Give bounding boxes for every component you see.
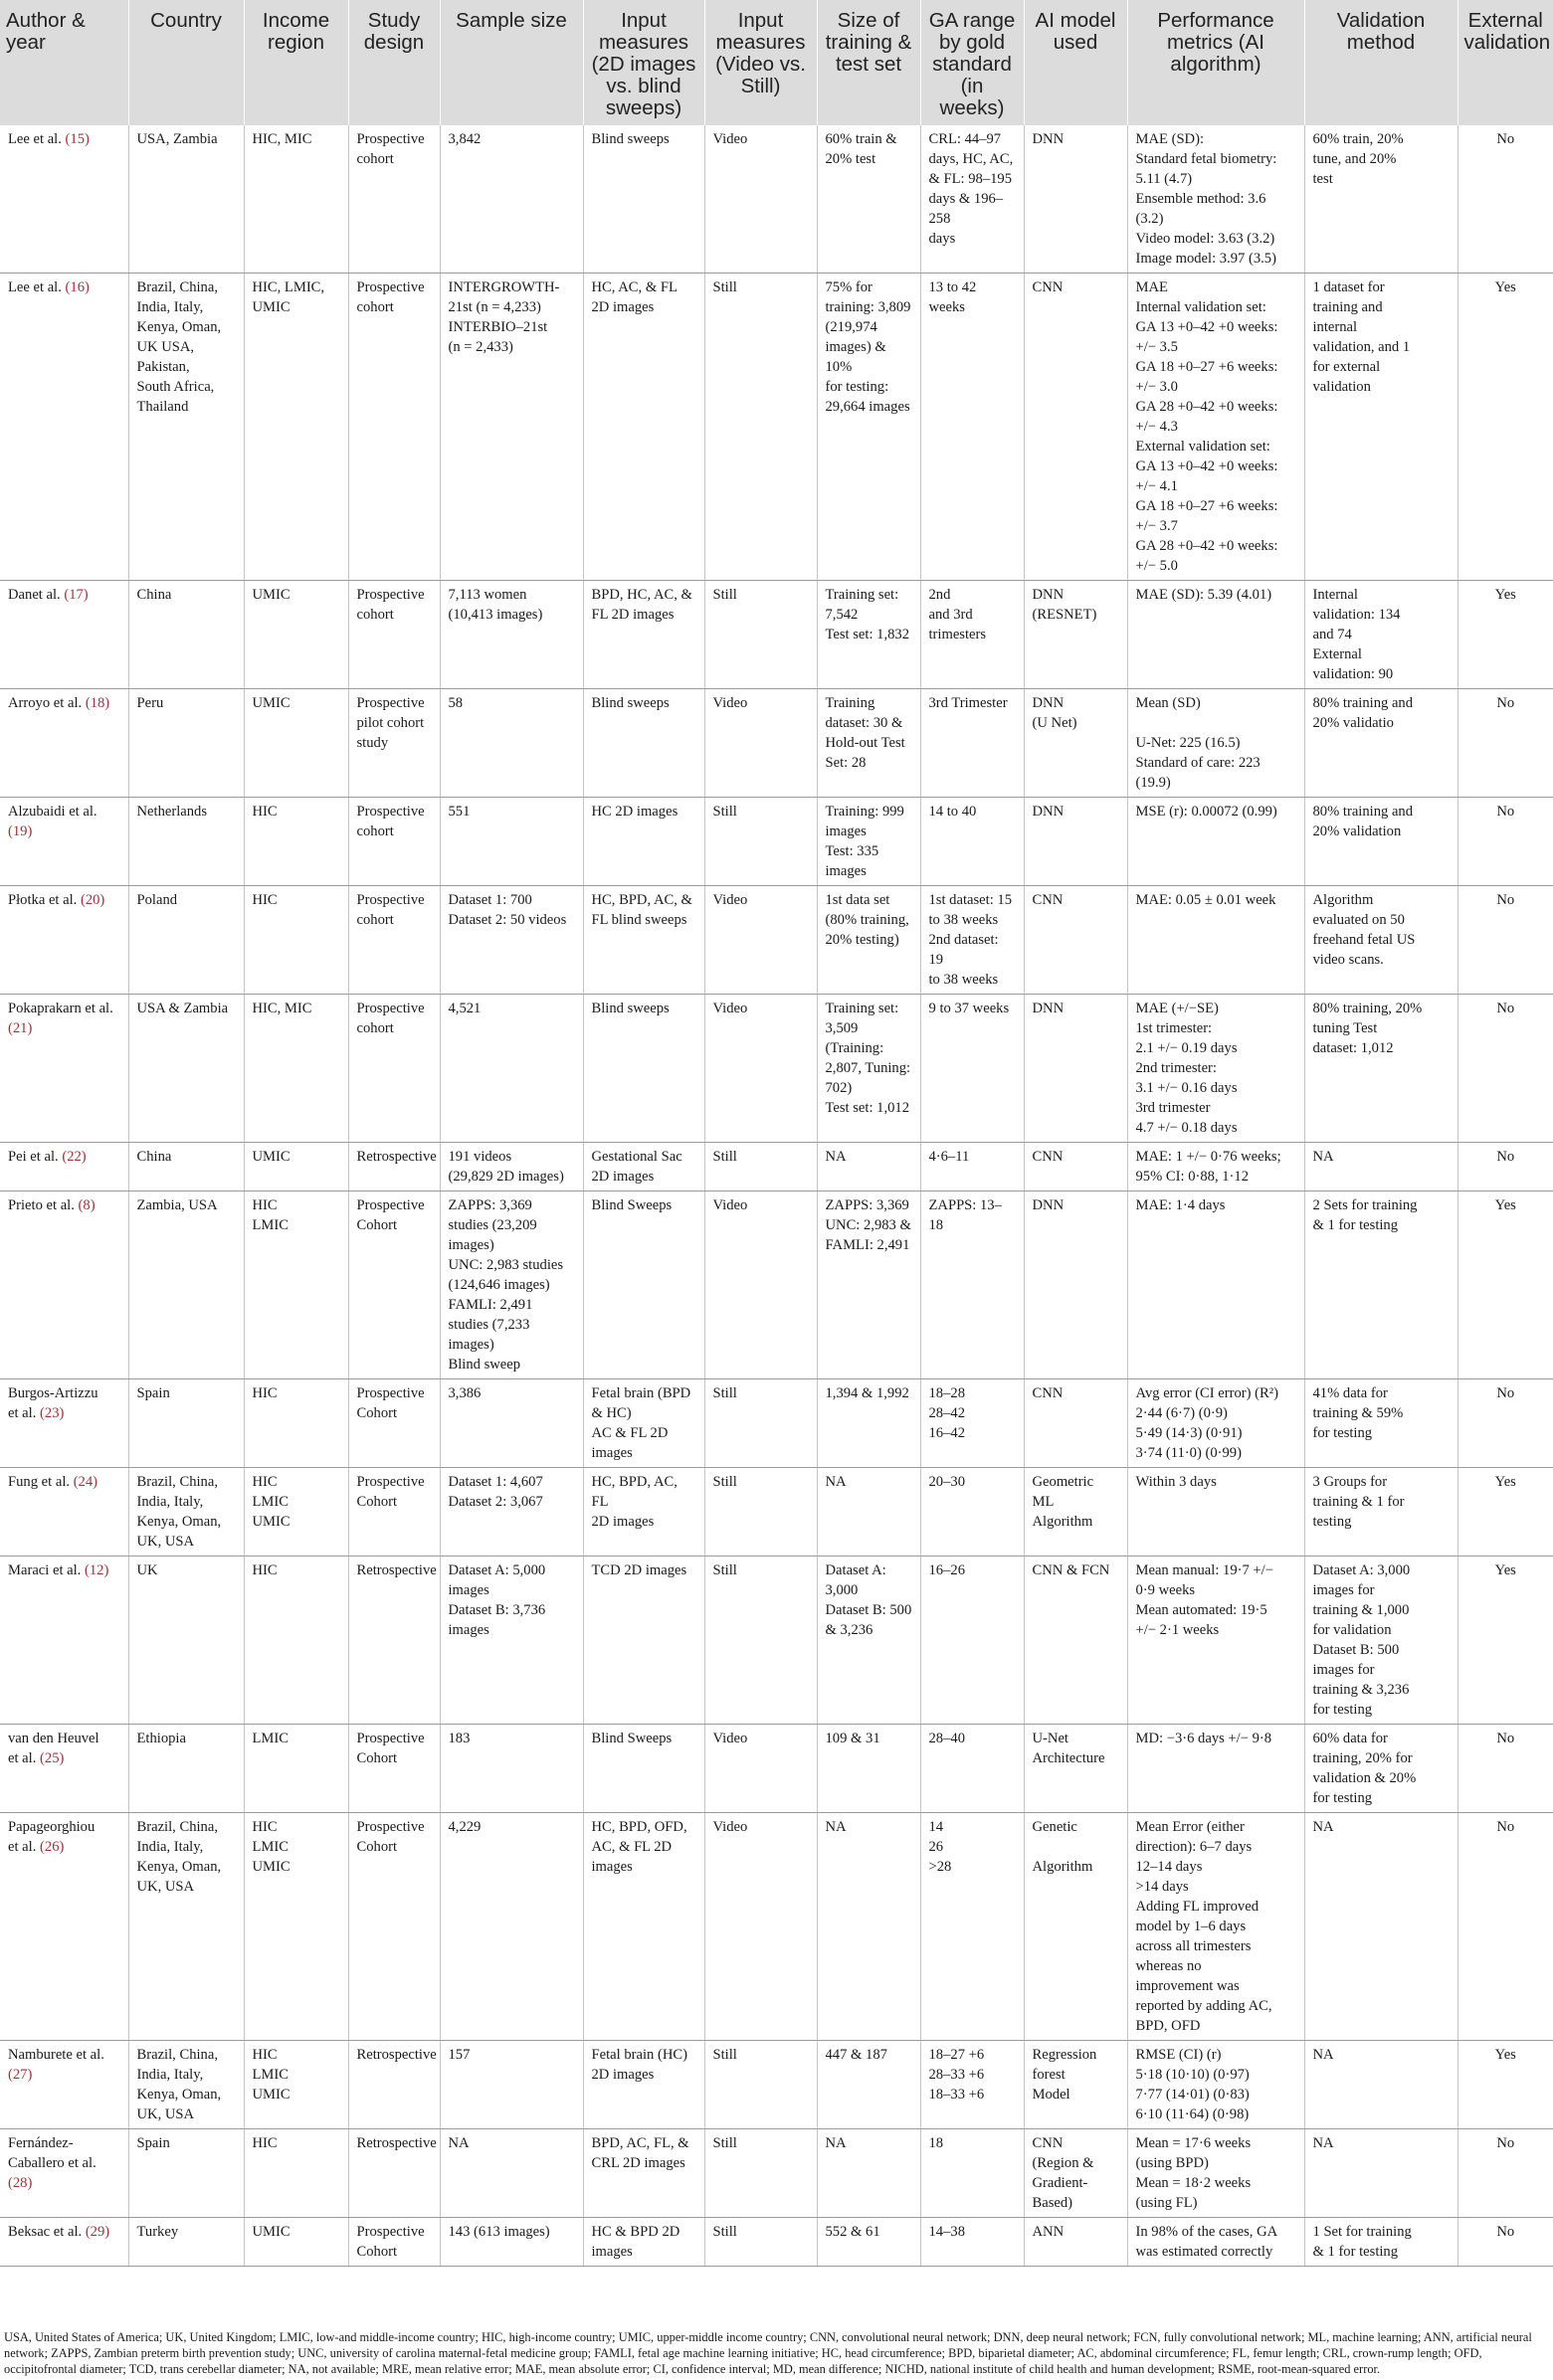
country-cell: Ethiopia [128,1725,244,1813]
validation-cell: NA [1304,1813,1457,2041]
ai-model-cell: Genetic Algorithm [1024,1813,1127,2041]
table-body [0,125,1553,2267]
sample-cell: 183 [440,1725,583,1813]
author-cell [0,2129,128,2218]
author-cell [0,689,128,798]
train-test-cell: NA [817,1468,920,1556]
country-cell: Peru [128,689,244,798]
design-cell: Prospective pilot cohort study [348,689,440,798]
income-cell: UMIC [244,2218,348,2267]
input-type-cell: TCD 2D images [583,1556,704,1725]
reference-link[interactable]: (19) [8,824,33,839]
income-cell: HIC, MIC [244,995,348,1143]
train-test-cell: 60% train & 20% test [817,125,920,274]
author-name: Papageorghiou et al. [8,1819,96,1855]
table-row [0,1556,1553,1725]
author-cell [0,1813,128,2041]
income-cell: HIC, MIC [244,125,348,274]
income-cell: UMIC [244,581,348,689]
ai-model-cell: CNN [1024,1379,1127,1468]
reference-link[interactable]: (21) [8,1020,33,1036]
header-ga-range: GA range by gold standard (in weeks) [920,0,1024,125]
video-still-cell: Video [704,1813,817,2041]
author-name: Prieto et al. [8,1197,75,1213]
country-cell: China [128,1143,244,1191]
input-type-cell: BPD, HC, AC, & FL 2D images [583,581,704,689]
external-validation-cell: No [1457,1813,1553,2041]
author-name: Danet al. [8,587,61,603]
author-name: Pokaprakarn et al. [8,1001,113,1016]
author-cell [0,886,128,995]
ai-model-cell: ANN [1024,2218,1127,2267]
author-name: Płotka et al. [8,892,78,908]
header-validation-method: Validation method [1304,0,1457,125]
design-cell: Prospective cohort [348,798,440,886]
sample-cell: 143 (613 images) [440,2218,583,2267]
video-still-cell: Video [704,1725,817,1813]
input-type-cell: Blind sweeps [583,689,704,798]
author-cell [0,1143,128,1191]
video-still-cell: Video [704,995,817,1143]
ai-model-cell: DNN [1024,798,1127,886]
author-name: Alzubaidi et al. [8,804,97,820]
validation-cell: 60% train, 20% tune, and 20% test [1304,125,1457,274]
input-type-cell: BPD, AC, FL, & CRL 2D images [583,2129,704,2218]
table-row [0,274,1553,581]
performance-cell: Within 3 days [1127,1468,1304,1556]
ga-range-cell: 18–27 +6 28–33 +6 18–33 +6 [920,2041,1024,2129]
external-validation-cell: No [1457,689,1553,798]
validation-cell: 80% training and 20% validatio [1304,689,1457,798]
validation-cell: NA [1304,2129,1457,2218]
ga-range-cell: 14–38 [920,2218,1024,2267]
external-validation-cell: Yes [1457,1468,1553,1556]
video-still-cell: Still [704,1379,817,1468]
external-validation-cell: Yes [1457,274,1553,581]
ai-model-cell: DNN [1024,125,1127,274]
train-test-cell: 75% for training: 3,809 (219,974 images) & 10% for testing: 29,664 images [817,274,920,581]
performance-cell: Mean Error (either direction): 6–7 days 12–14 days >14 days Adding FL improved model by 1–6 days across all trimesters whereas no improvement was reported by adding AC, BPD, OFD [1127,1813,1304,2041]
input-type-cell: HC 2D images [583,798,704,886]
table-row [0,886,1553,995]
author-name: Lee et al. [8,279,62,295]
ai-model-cell: DNN [1024,995,1127,1143]
performance-cell: Mean (SD) U-Net: 225 (16.5) Standard of care: 223 (19.9) [1127,689,1304,798]
country-cell: USA & Zambia [128,995,244,1143]
reference-link[interactable]: (28) [8,2175,33,2191]
performance-cell: Mean manual: 19·7 +/− 0·9 weeks Mean automated: 19·5 +/− 2·1 weeks [1127,1556,1304,1725]
ga-range-cell: 16–26 [920,1556,1024,1725]
author-name: Lee et al. [8,131,62,147]
country-cell: Turkey [128,2218,244,2267]
header-income-region: Income region [244,0,348,125]
author-name: Burgos-Artizzu et al. [8,1385,98,1421]
author-cell [0,581,128,689]
ga-range-cell: 9 to 37 weeks [920,995,1024,1143]
external-validation-cell: No [1457,2218,1553,2267]
reference-link[interactable]: (12) [85,1562,109,1578]
author-name: Beksac et al. [8,2224,83,2240]
external-validation-cell: Yes [1457,2041,1553,2129]
validation-cell: 80% training, 20% tuning Test dataset: 1,012 [1304,995,1457,1143]
design-cell: Prospective Cohort [348,1468,440,1556]
ga-range-cell: 14 26 >28 [920,1813,1024,2041]
reference-link[interactable]: (23) [40,1405,65,1421]
author-name: Arroyo et al. [8,695,83,711]
income-cell: LMIC [244,1725,348,1813]
author-cell [0,1191,128,1379]
input-type-cell: Blind sweeps [583,995,704,1143]
income-cell: HIC [244,1379,348,1468]
reference-link[interactable]: (25) [40,1750,65,1766]
reference-link[interactable]: (20) [80,892,105,908]
train-test-cell: NA [817,1813,920,2041]
input-type-cell: HC, BPD, AC, FL 2D images [583,1468,704,1556]
author-cell [0,1468,128,1556]
input-type-cell: HC, BPD, AC, & FL blind sweeps [583,886,704,995]
validation-cell: Dataset A: 3,000 images for training & 1,000 for validation Dataset B: 500 images for training & 3,236 for testing [1304,1556,1457,1725]
performance-cell: Mean = 17·6 weeks (using BPD) Mean = 18·2 weeks (using FL) [1127,2129,1304,2218]
ga-range-cell: ZAPPS: 13–18 [920,1191,1024,1379]
train-test-cell: 447 & 187 [817,2041,920,2129]
validation-cell: 80% training and 20% validation [1304,798,1457,886]
input-type-cell: HC & BPD 2D images [583,2218,704,2267]
author-cell [0,125,128,274]
header-study-design: Study design [348,0,440,125]
reference-link[interactable]: (24) [73,1474,98,1490]
reference-link[interactable]: (27) [8,2067,33,2083]
design-cell: Retrospective [348,2129,440,2218]
income-cell: UMIC [244,1143,348,1191]
design-cell: Prospective cohort [348,886,440,995]
reference-link[interactable]: (8) [78,1197,96,1213]
income-cell: HIC [244,2129,348,2218]
author-cell [0,1725,128,1813]
performance-cell: MAE: 1·4 days [1127,1191,1304,1379]
ai-model-cell: CNN [1024,886,1127,995]
train-test-cell: ZAPPS: 3,369 UNC: 2,983 & FAMLI: 2,491 [817,1191,920,1379]
header-country: Country [128,0,244,125]
validation-cell: NA [1304,1143,1457,1191]
ga-range-cell: 3rd Trimester [920,689,1024,798]
table-footnote: USA, United States of America; UK, United Kingdom; LMIC, low-and middle-income country; HIC, high-income country; UMIC, upper-middle income country; CNN, convolutional neural network; DNN, deep neural network; FCN, fully convolutional network; ML, machine learning; ANN, artificial neural network; ZAPPS, Zambian preterm birth prevention study; UNC, university of carolina maternal-fetal medicine group; FAMLI, fetal age machine learning initiative; HC, head circumference; BPD, biparietal diameter; AC, abdominal circumference; FL, femur length; CRL, crown-rump length; OFD, occipitofrontal diameter; TCD, trans cerebellar diameter; NA, not available; MRE, mean relative error; MAE, mean absolute error; CI, confidence interval; MD, mean difference; NICHD, national institute of child health and human development; RSME, root-mean-squared error. [4,2330,1532,2376]
author-name: Pei et al. [8,1149,59,1165]
train-test-cell: 552 & 61 [817,2218,920,2267]
performance-cell: MAE (SD): 5.39 (4.01) [1127,581,1304,689]
ai-model-cell: CNN [1024,274,1127,581]
ai-model-cell: DNN [1024,1191,1127,1379]
table-row [0,2129,1553,2218]
external-validation-cell: Yes [1457,1191,1553,1379]
sample-cell: Dataset 1: 4,607 Dataset 2: 3,067 [440,1468,583,1556]
video-still-cell: Still [704,2129,817,2218]
income-cell: HIC LMIC UMIC [244,1813,348,2041]
input-type-cell: Blind sweeps [583,125,704,274]
ai-model-cell: Regression forest Model [1024,2041,1127,2129]
validation-cell: 60% data for training, 20% for validation & 20% for testing [1304,1725,1457,1813]
ai-model-cell: CNN & FCN [1024,1556,1127,1725]
sample-cell: Dataset 1: 700 Dataset 2: 50 videos [440,886,583,995]
sample-cell: NA [440,2129,583,2218]
video-still-cell: Still [704,2041,817,2129]
table-row [0,1813,1553,2041]
performance-cell: MAE: 0.05 ± 0.01 week [1127,886,1304,995]
header-author-year: Author & year [0,0,128,125]
header-row [0,0,1553,125]
ga-range-cell: 2nd and 3rd trimesters [920,581,1024,689]
author-cell [0,274,128,581]
train-test-cell: 1st data set (80% training, 20% testing) [817,886,920,995]
train-test-cell: 1,394 & 1,992 [817,1379,920,1468]
ai-model-cell: DNN (U Net) [1024,689,1127,798]
external-validation-cell: No [1457,1379,1553,1468]
reference-link[interactable]: (26) [40,1839,65,1855]
external-validation-cell: Yes [1457,1556,1553,1725]
input-type-cell: Blind Sweeps [583,1725,704,1813]
author-name: Fung et al. [8,1474,71,1490]
ga-range-cell: CRL: 44–97 days, HC, AC, & FL: 98–195 days & 196–258 days [920,125,1024,274]
external-validation-cell: No [1457,1143,1553,1191]
ai-model-cell: DNN (RESNET) [1024,581,1127,689]
input-type-cell: Gestational Sac 2D images [583,1143,704,1191]
input-type-cell: Fetal brain (BPD & HC) AC & FL 2D images [583,1379,704,1468]
video-still-cell: Still [704,1556,817,1725]
sample-cell: Dataset A: 5,000 images Dataset B: 3,736 images [440,1556,583,1725]
country-cell: China [128,581,244,689]
sample-cell: 191 videos (29,829 2D images) [440,1143,583,1191]
author-cell [0,798,128,886]
country-cell: Brazil, China, India, Italy, Kenya, Oman, UK, USA [128,2041,244,2129]
income-cell: HIC LMIC UMIC [244,2041,348,2129]
reference-link[interactable]: (17) [64,587,89,603]
train-test-cell: Dataset A: 3,000 Dataset B: 500 & 3,236 [817,1556,920,1725]
table-row [0,1725,1553,1813]
design-cell: Prospective Cohort [348,2218,440,2267]
author-name: Fernández- Caballero et al. [8,2135,97,2171]
sample-cell: 4,521 [440,995,583,1143]
validation-cell: 1 dataset for training and internal validation, and 1 for external validation [1304,274,1457,581]
income-cell: HIC [244,886,348,995]
country-cell: Spain [128,2129,244,2218]
income-cell: HIC LMIC [244,1191,348,1379]
author-cell [0,995,128,1143]
ga-range-cell: 18–28 28–42 16–42 [920,1379,1024,1468]
sample-cell: 3,842 [440,125,583,274]
income-cell: HIC LMIC UMIC [244,1468,348,1556]
reference-link[interactable]: (15) [65,131,90,147]
validation-cell: Algorithm evaluated on 50 freehand fetal US video scans. [1304,886,1457,995]
income-cell: HIC [244,1556,348,1725]
author-name: van den Heuvel et al. [8,1731,99,1766]
sample-cell: 157 [440,2041,583,2129]
input-type-cell: Blind Sweeps [583,1191,704,1379]
train-test-cell: Training set: 7,542 Test set: 1,832 [817,581,920,689]
train-test-cell: NA [817,2129,920,2218]
design-cell: Retrospective [348,2041,440,2129]
header-external-validation: External validation [1457,0,1553,125]
header-training-test-set-size: Size of training & test set [817,0,920,125]
author-cell [0,1556,128,1725]
income-cell: HIC [244,798,348,886]
ga-range-cell: 13 to 42 weeks [920,274,1024,581]
video-still-cell: Video [704,125,817,274]
design-cell: Prospective cohort [348,125,440,274]
design-cell: Retrospective [348,1143,440,1191]
video-still-cell: Still [704,274,817,581]
sample-cell: 3,386 [440,1379,583,1468]
video-still-cell: Still [704,798,817,886]
external-validation-cell: No [1457,886,1553,995]
header-input-measures-video-still: Input measures (Video vs. Still) [704,0,817,125]
validation-cell: 41% data for training & 59% for testing [1304,1379,1457,1468]
ga-range-cell: 28–40 [920,1725,1024,1813]
table-row [0,1143,1553,1191]
input-type-cell: Fetal brain (HC) 2D images [583,2041,704,2129]
author-name: Maraci et al. [8,1562,82,1578]
table-row [0,1468,1553,1556]
author-cell [0,2218,128,2267]
ga-range-cell: 1st dataset: 15 to 38 weeks 2nd dataset: 19 to 38 weeks [920,886,1024,995]
design-cell: Prospective Cohort [348,1379,440,1468]
author-cell [0,2041,128,2129]
reference-link[interactable]: (22) [62,1149,87,1165]
design-cell: Prospective Cohort [348,1725,440,1813]
country-cell: UK [128,1556,244,1725]
ai-model-cell: U-Net Architecture [1024,1725,1127,1813]
country-cell: USA, Zambia [128,125,244,274]
validation-cell: 2 Sets for training & 1 for testing [1304,1191,1457,1379]
design-cell: Retrospective [348,1556,440,1725]
table-row [0,2041,1553,2129]
country-cell: Brazil, China, India, Italy, Kenya, Oman, UK, USA [128,1813,244,2041]
table-row [0,581,1553,689]
performance-cell: MAE (SD): Standard fetal biometry: 5.11 (4.7) Ensemble method: 3.6 (3.2) Video model: 3.63 (3.2) Image model: 3.97 (3.5) [1127,125,1304,274]
performance-cell: RMSE (CI) (r) 5·18 (10·10) (0·97) 7·77 (14·01) (0·83) 6·10 (11·64) (0·98) [1127,2041,1304,2129]
design-cell: Prospective cohort [348,581,440,689]
input-type-cell: HC, AC, & FL 2D images [583,274,704,581]
table-row [0,689,1553,798]
sample-cell: ZAPPS: 3,369 studies (23,209 images) UNC: 2,983 studies (124,646 images) FAMLI: 2,491 studies (7,233 images) Blind sweep [440,1191,583,1379]
train-test-cell: Training dataset: 30 & Hold-out Test Set: 28 [817,689,920,798]
header-input-measures-type: Input measures (2D images vs. blind sweeps) [583,0,704,125]
validation-cell: Internal validation: 134 and 74 External validation: 90 [1304,581,1457,689]
train-test-cell: 109 & 31 [817,1725,920,1813]
video-still-cell: Still [704,2218,817,2267]
external-validation-cell: No [1457,125,1553,274]
video-still-cell: Video [704,689,817,798]
ga-range-cell: 4·6–11 [920,1143,1024,1191]
table-row [0,995,1553,1143]
ga-range-cell: 20–30 [920,1468,1024,1556]
country-cell: Zambia, USA [128,1191,244,1379]
external-validation-cell: Yes [1457,581,1553,689]
ga-range-cell: 14 to 40 [920,798,1024,886]
header-performance-metrics: Performance metrics (AI algorithm) [1127,0,1304,125]
train-test-cell: NA [817,1143,920,1191]
design-cell: Prospective cohort [348,274,440,581]
external-validation-cell: No [1457,798,1553,886]
ai-model-cell: Geometric ML Algorithm [1024,1468,1127,1556]
ai-model-cell: CNN [1024,1143,1127,1191]
reference-link[interactable]: (18) [85,695,110,711]
performance-cell: MAE (+/−SE) 1st trimester: 2.1 +/− 0.19 days 2nd trimester: 3.1 +/− 0.16 days 3rd trimester 4.7 +/− 0.18 days [1127,995,1304,1143]
sample-cell: 4,229 [440,1813,583,2041]
video-still-cell: Still [704,1468,817,1556]
performance-cell: In 98% of the cases, GA was estimated correctly [1127,2218,1304,2267]
country-cell: Netherlands [128,798,244,886]
video-still-cell: Still [704,1143,817,1191]
train-test-cell: Training set: 3,509 (Training: 2,807, Tuning: 702) Test set: 1,012 [817,995,920,1143]
sample-cell: 551 [440,798,583,886]
reference-link[interactable]: (29) [85,2224,110,2240]
design-cell: Prospective cohort [348,995,440,1143]
sample-cell: INTERGROWTH- 21st (n = 4,233) INTERBIO–21st (n = 2,433) [440,274,583,581]
country-cell: Brazil, China, India, Italy, Kenya, Oman, UK, USA [128,1468,244,1556]
author-cell [0,1379,128,1468]
table-row [0,1191,1553,1379]
income-cell: UMIC [244,689,348,798]
table-row [0,1379,1553,1468]
header-ai-model: AI model used [1024,0,1127,125]
validation-cell: 1 Set for training & 1 for testing [1304,2218,1457,2267]
performance-cell: MSE (r): 0.00072 (0.99) [1127,798,1304,886]
country-cell: Spain [128,1379,244,1468]
design-cell: Prospective Cohort [348,1813,440,2041]
video-still-cell: Still [704,581,817,689]
ga-range-cell: 18 [920,2129,1024,2218]
reference-link[interactable]: (16) [65,279,90,295]
video-still-cell: Video [704,1191,817,1379]
table-header [0,0,1553,125]
external-validation-cell: No [1457,2129,1553,2218]
sample-cell: 58 [440,689,583,798]
income-cell: HIC, LMIC, UMIC [244,274,348,581]
ai-model-cell: CNN (Region & Gradient- Based) [1024,2129,1127,2218]
external-validation-cell: No [1457,995,1553,1143]
external-validation-cell: No [1457,1725,1553,1813]
validation-cell: 3 Groups for training & 1 for testing [1304,1468,1457,1556]
performance-cell: MD: −3·6 days +/− 9·8 [1127,1725,1304,1813]
performance-cell: MAE: 1 +/− 0·76 weeks; 95% CI: 0·88, 1·12 [1127,1143,1304,1191]
table-row [0,125,1553,274]
table-row [0,798,1553,886]
input-type-cell: HC, BPD, OFD, AC, & FL 2D images [583,1813,704,2041]
design-cell: Prospective Cohort [348,1191,440,1379]
country-cell: Poland [128,886,244,995]
table-row [0,2218,1553,2267]
train-test-cell: Training: 999 images Test: 335 images [817,798,920,886]
country-cell: Brazil, China, India, Italy, Kenya, Oman, UK USA, Pakistan, South Africa, Thailand [128,274,244,581]
performance-cell: Avg error (CI error) (R²) 2·44 (6·7) (0·9) 5·49 (14·3) (0·91) 3·74 (11·0) (0·99) [1127,1379,1304,1468]
performance-cell: MAE Internal validation set: GA 13 +0–42 +0 weeks: +/− 3.5 GA 18 +0–27 +6 weeks: +/− 3.0 GA 28 +0–42 +0 weeks: +/− 4.3 External validation set: GA 13 +0–42 +0 weeks: +/− 4.1 GA 18 +0–27 +6 weeks: +/− 3.7 GA 28 +0–42 +0 weeks: +/− 5.0 [1127,274,1304,581]
author-name: Namburete et al. [8,2047,104,2063]
header-sample-size: Sample size [440,0,583,125]
validation-cell: NA [1304,2041,1457,2129]
video-still-cell: Video [704,886,817,995]
sample-cell: 7,113 women (10,413 images) [440,581,583,689]
